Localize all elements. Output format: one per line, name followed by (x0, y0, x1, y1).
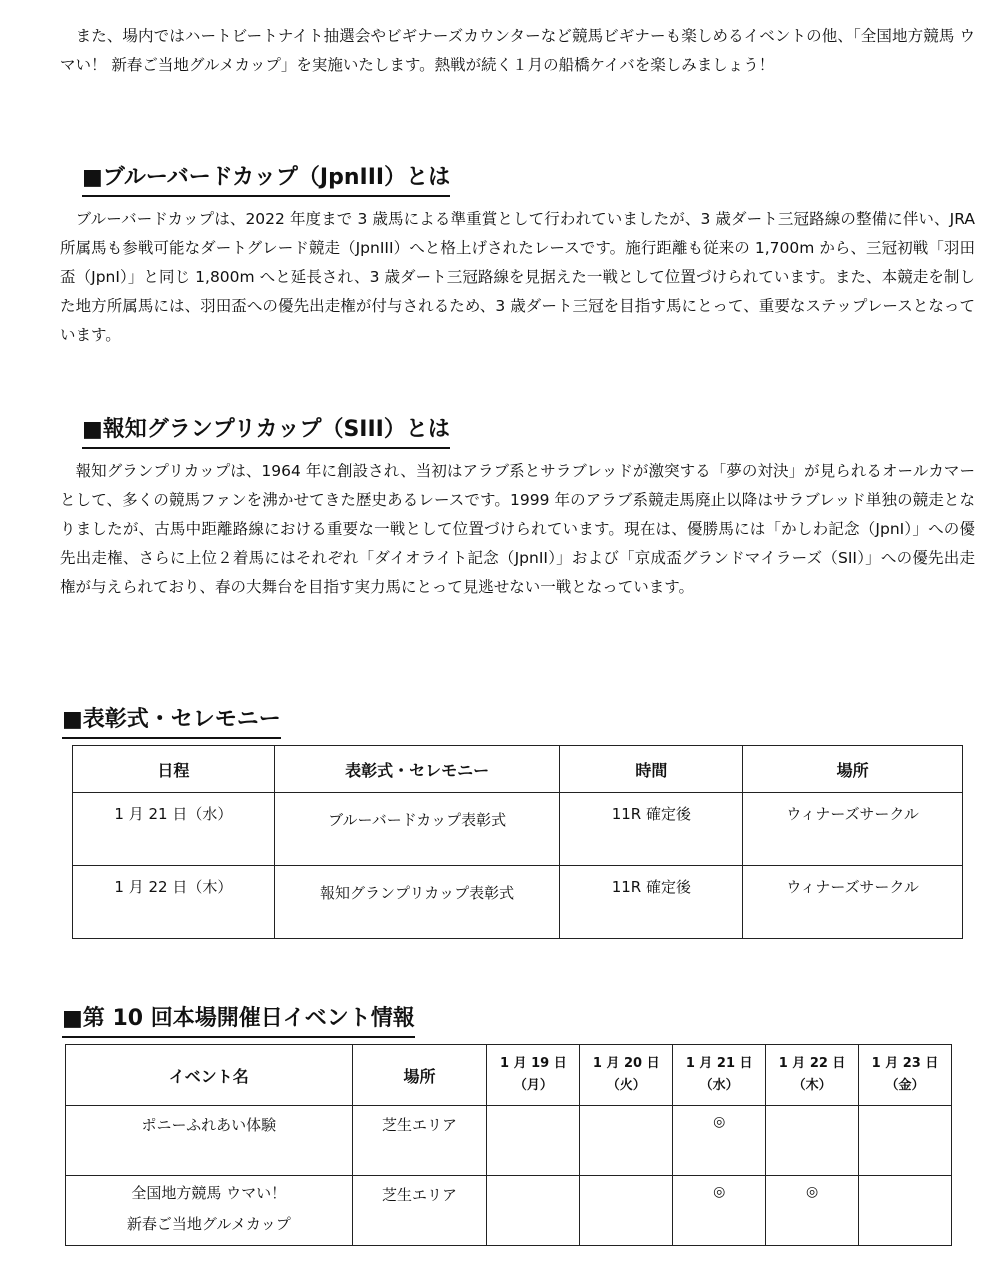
day-of-week: （木） (792, 1078, 832, 1093)
header-date: 日程 (73, 746, 275, 793)
event-name-line: 全国地方競馬 ウマい！ (131, 1184, 287, 1202)
day-date: 1 月 22 日 (778, 1056, 846, 1071)
header-day (673, 1045, 766, 1106)
event-mark: ◎ (673, 1176, 766, 1246)
bluebird-heading: ■ブルーバードカップ（JpnIII）とは (82, 163, 450, 197)
ceremony-time: 11R 確定後 (560, 866, 743, 939)
day-date: 1 月 20 日 (592, 1056, 660, 1071)
header-time: 時間 (560, 746, 743, 793)
header-day (487, 1045, 580, 1106)
ceremony-place: ウィナーズサークル (743, 866, 963, 939)
table-header-row (73, 746, 963, 793)
ceremony-place: ウィナーズサークル (743, 793, 963, 866)
event-mark (859, 1176, 952, 1246)
header-event-name: イベント名 (66, 1045, 353, 1106)
header-day (766, 1045, 859, 1106)
ceremony-date: 1 月 21 日（水） (73, 793, 275, 866)
event-mark (766, 1106, 859, 1176)
event-name-line: 新春ご当地グルメカップ (126, 1215, 291, 1233)
day-date: 1 月 21 日 (685, 1056, 753, 1071)
table-row (66, 1176, 952, 1246)
header-day (580, 1045, 673, 1106)
header-ceremony: 表彰式・セレモニー (274, 746, 560, 793)
event-name (66, 1176, 353, 1246)
ceremony-name: 報知グランプリカップ表彰式 (274, 866, 560, 939)
header-place: 場所 (743, 746, 963, 793)
day-date: 1 月 23 日 (871, 1056, 939, 1071)
event-place: 芝生エリア (352, 1176, 487, 1246)
event-name: ポニーふれあい体験 (66, 1106, 353, 1176)
hochi-heading: ■報知グランプリカップ（SIII）とは (82, 415, 450, 449)
event-mark (580, 1106, 673, 1176)
day-of-week: （月） (513, 1078, 553, 1093)
table-row (73, 866, 963, 939)
event-mark: ◎ (673, 1106, 766, 1176)
event-mark (487, 1106, 580, 1176)
ceremony-table (72, 745, 963, 939)
event-mark (859, 1106, 952, 1176)
intro-paragraph: また、場内ではハートビートナイト抽選会やビギナーズカウンターなど競馬ビギナーも楽しめるイベントの他、「全国地方競馬 ウマい！ 新春ご当地グルメカップ」を実施いたします。熱戦が続く１月の船橋ケイバを楽しみましょう！ (60, 27, 975, 74)
ceremony-time: 11R 確定後 (560, 793, 743, 866)
event-place: 芝生エリア (352, 1106, 487, 1176)
bluebird-paragraph: ブルーバードカップは、2022 年度まで 3 歳馬による準重賞として行われていましたが、3 歳ダート三冠路線の整備に伴い、JRA 所属馬も参戦可能なダートグレード競走（JpnIII）へと格上げされたレースです。施行距離も従来の 1,700m から、三冠初戦「羽田盃（JpnI）」と同じ 1,800m へと延長され、3 歳ダート三冠路線を見据えた一戦として位置づけられています。また、本競走を制した地方所属馬には、羽田盃への優先出走権が付与されるため、3 歳ダート三冠を目指す馬にとって、重要なステップレースとなっています。 (60, 210, 975, 344)
day-of-week: （金） (885, 1078, 925, 1093)
table-row (73, 793, 963, 866)
header-day (859, 1045, 952, 1106)
table-row (66, 1106, 952, 1176)
ceremony-date: 1 月 22 日（木） (73, 866, 275, 939)
table-header-row (66, 1045, 952, 1106)
day-of-week: （水） (699, 1078, 739, 1093)
event-mark (580, 1176, 673, 1246)
day-date: 1 月 19 日 (500, 1056, 567, 1071)
events-heading: ■第 10 回本場開催日イベント情報 (62, 1004, 415, 1038)
hochi-paragraph: 報知グランプリカップは、1964 年に創設され、当初はアラブ系とサラブレッドが激突する「夢の対決」が見られるオールカマーとして、多くの競馬ファンを沸かせてきた歴史あるレースです。1999 年のアラブ系競走馬廃止以降はサラブレッド単独の競走となりましたが、古馬中距離路線における重要な一戦として位置づけられています。現在は、優勝馬には「かしわ記念（JpnI）」への優先出走権、さらに上位２着馬にはそれぞれ「ダイオライト記念（JpnII）」および「京成盃グランドマイラーズ（SII）」への優先出走権が与えられており、春の大舞台を目指す実力馬にとって見逃せない一戦となっています。 (60, 462, 975, 596)
day-of-week: （火） (606, 1078, 646, 1093)
event-mark: ◎ (766, 1176, 859, 1246)
ceremony-heading: ■表彰式・セレモニー (62, 705, 281, 739)
ceremony-name: ブルーバードカップ表彰式 (274, 793, 560, 866)
event-mark (487, 1176, 580, 1246)
events-table (65, 1044, 952, 1246)
header-event-place: 場所 (352, 1045, 487, 1106)
